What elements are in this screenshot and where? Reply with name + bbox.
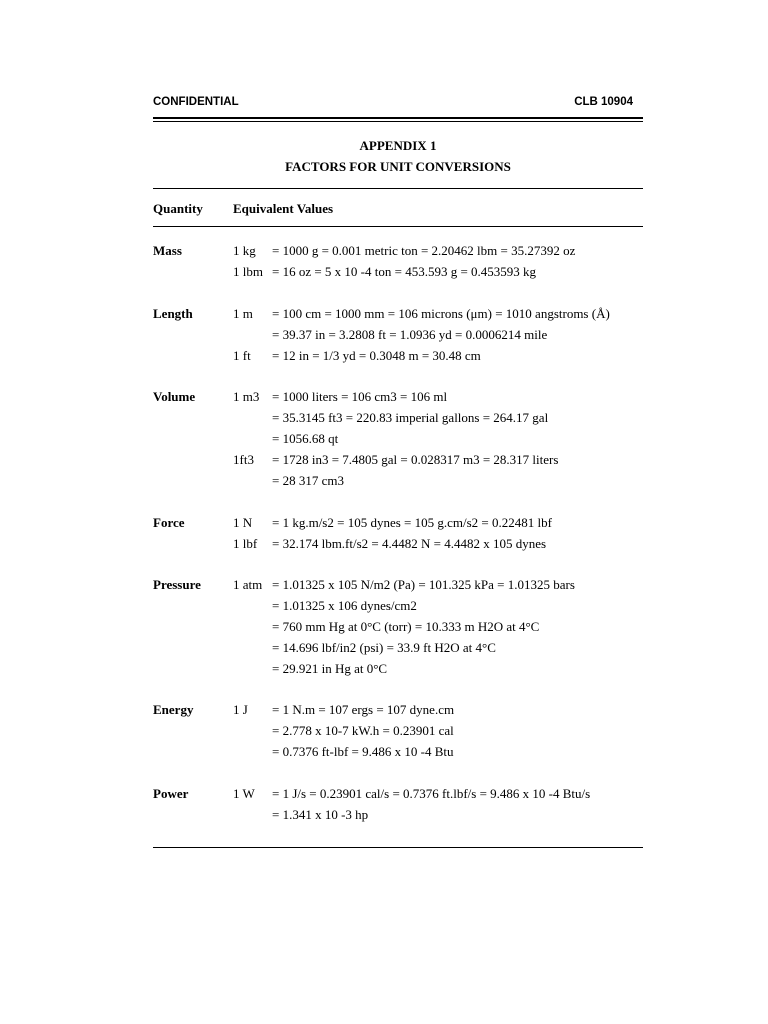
value-volume-5: = 28 317 cm3 xyxy=(272,473,344,488)
header-rule-thick xyxy=(153,117,643,119)
unit-1atm: 1 atm xyxy=(233,577,263,592)
table-top-rule xyxy=(153,188,643,189)
value-pressure-3: = 760 mm Hg at 0°C (torr) = 10.333 m H2O at 4°C xyxy=(272,619,540,634)
column-header-quantity: Quantity xyxy=(153,201,203,216)
value-power-2: = 1.341 x 10 -3 hp xyxy=(272,807,369,822)
value-energy-3: = 0.7376 ft-lbf = 9.486 x 10 -4 Btu xyxy=(272,744,454,759)
appendix-title: APPENDIX 1 xyxy=(359,138,437,153)
value-pressure-4: = 14.696 lbf/in2 (psi) = 33.9 ft H2O at 4°C xyxy=(272,640,496,655)
unit-1m3: 1 m3 xyxy=(233,389,260,404)
unit-1n: 1 N xyxy=(233,515,253,530)
column-header-values: Equivalent Values xyxy=(233,201,334,216)
unit-1lbm: 1 lbm xyxy=(233,264,263,279)
table-header-rule xyxy=(153,226,643,227)
unit-1lbf: 1 lbf xyxy=(233,536,258,551)
value-energy-2: = 2.778 x 10-7 kW.h = 0.23901 cal xyxy=(272,723,454,738)
value-volume-2: = 35.3145 ft3 = 220.83 imperial gallons = 264.17 gal xyxy=(272,410,549,425)
appendix-subtitle: FACTORS FOR UNIT CONVERSIONS xyxy=(285,159,511,174)
quantity-label-energy: Energy xyxy=(153,702,194,717)
unit-1m: 1 m xyxy=(233,306,253,321)
value-length-2: = 39.37 in = 3.2808 ft = 1.0936 yd = 0.0006214 mile xyxy=(272,327,548,342)
unit-1j: 1 J xyxy=(233,702,248,717)
unit-1kg: 1 kg xyxy=(233,243,256,258)
header-rule-thin xyxy=(153,121,643,122)
value-length-3: = 12 in = 1/3 yd = 0.3048 m = 30.48 cm xyxy=(272,348,481,363)
quantity-label-volume: Volume xyxy=(153,389,196,404)
value-force-2: = 32.174 lbm.ft/s2 = 4.4482 N = 4.4482 x 105 dynes xyxy=(272,536,547,551)
quantity-label-length: Length xyxy=(153,306,193,321)
value-force-1: = 1 kg.m/s2 = 105 dynes = 105 g.cm/s2 = 0.22481 lbf xyxy=(272,515,552,530)
value-pressure-5: = 29.921 in Hg at 0°C xyxy=(272,661,388,676)
value-power-1: = 1 J/s = 0.23901 cal/s = 0.7376 ft.lbf/s = 9.486 x 10 -4 Btu/s xyxy=(272,786,591,801)
quantity-label-force: Force xyxy=(153,515,185,530)
quantity-label-mass: Mass xyxy=(153,243,182,258)
value-volume-4: = 1728 in3 = 7.4805 gal = 0.028317 m3 = 28.317 liters xyxy=(272,452,559,467)
quantity-label-power: Power xyxy=(153,786,189,801)
value-pressure-2: = 1.01325 x 106 dynes/cm2 xyxy=(272,598,417,613)
value-mass-1: = 1000 g = 0.001 metric ton = 2.20462 lbm = 35.27392 oz xyxy=(272,243,576,258)
unit-1w: 1 W xyxy=(233,786,255,801)
header-left: CONFIDENTIAL xyxy=(153,96,239,108)
unit-1ft: 1 ft xyxy=(233,348,251,363)
header-right: CLB 10904 xyxy=(574,96,633,108)
quantity-label-pressure: Pressure xyxy=(153,577,201,592)
value-pressure-1: = 1.01325 x 105 N/m2 (Pa) = 101.325 kPa = 1.01325 bars xyxy=(272,577,575,592)
unit-1ft3: 1ft3 xyxy=(233,452,254,467)
value-mass-2: = 16 oz = 5 x 10 -4 ton = 453.593 g = 0.453593 kg xyxy=(272,264,537,279)
value-volume-1: = 1000 liters = 106 cm3 = 106 ml xyxy=(272,389,448,404)
value-length-1: = 100 cm = 1000 mm = 106 microns (μm) = 1010 angstroms (Å) xyxy=(272,306,610,321)
value-energy-1: = 1 N.m = 107 ergs = 107 dyne.cm xyxy=(272,702,455,717)
value-volume-3: = 1056.68 qt xyxy=(272,431,339,446)
table-bottom-rule xyxy=(153,847,643,848)
